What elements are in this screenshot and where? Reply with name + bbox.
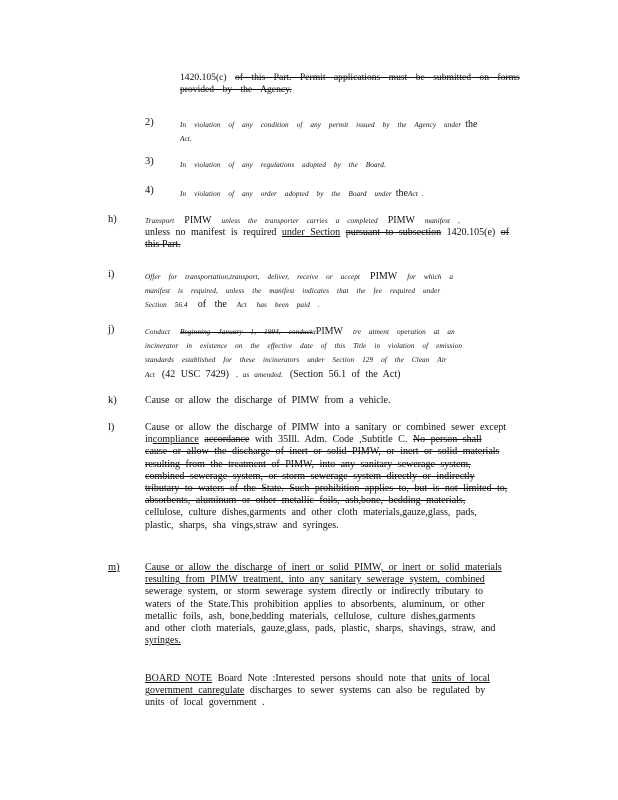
item-text: Board Note : — [217, 673, 276, 684]
item-text: PIMW — [315, 326, 343, 337]
inserted-text: syringes. — [145, 635, 181, 647]
item-4-text — [180, 186, 540, 200]
item-text: Act — [408, 190, 418, 198]
deleted-text: Beginning January 1, 1994, conduct — [180, 328, 313, 336]
item-g1-continuation — [180, 72, 540, 96]
item-text: plastic, sharps, sha vings,straw and syringes. — [145, 519, 339, 531]
item-text: with 35Ill. Adm. Code ,Subtitle C. — [254, 434, 408, 446]
item-label-l: l) — [108, 422, 115, 433]
item-k-text — [145, 395, 540, 407]
item-text: and other cloth materials, gauze,glass, pads, plastic, sharps, shavings, straw, and — [145, 623, 496, 635]
item-text: the — [395, 188, 408, 199]
item-m-text — [145, 562, 540, 647]
board-note — [145, 673, 540, 710]
item-text: unless no manifest is required — [145, 227, 277, 239]
deleted-text: pursuant to subsection — [345, 227, 442, 239]
item-text: metallic foils, ash, bone,bedding materials, cellulose, culture dishes,garments — [145, 610, 476, 622]
inserted-text: compliance — [152, 434, 199, 446]
deleted-text: No person shall — [412, 434, 482, 446]
item-text: discharges to sewer systems can also be regulated by — [249, 685, 486, 697]
inserted-text: resulting from PIMW treatment, into any sanitary sewerage system, combined — [145, 574, 485, 586]
deleted-text: of — [500, 227, 510, 239]
item-text: In violation of any order adopted by the Board under — [180, 190, 392, 198]
inserted-text: units of local — [431, 673, 490, 684]
item-text: unless the transporter carries a completed — [221, 217, 378, 225]
item-text: In violation of any condition of any permit issued by the Agency under — [180, 121, 462, 129]
item-text: for which a — [407, 273, 454, 281]
item-text: (42 USC 7429) — [161, 368, 230, 380]
item-text: (Section 56.1 of the Act) — [289, 368, 401, 380]
item-3-text — [180, 157, 540, 171]
item-text: PIMW — [387, 215, 415, 226]
deleted-text: absorbents, aluminum or other metallic foils, ash,bone, bedding materials, — [145, 495, 466, 507]
item-text: Conduct — [145, 328, 171, 336]
item-label-3: 3) — [145, 156, 154, 167]
item-text: a — [312, 328, 316, 336]
item-text: . — [421, 190, 424, 198]
item-text: of the — [197, 299, 227, 311]
item-text: units of local government . — [145, 697, 265, 709]
deleted-text: of this Part. Permit applications must be submitted on forms — [235, 72, 520, 83]
item-text: , as amended. — [236, 370, 283, 379]
section-reference: 1420.105(c) — [180, 72, 227, 83]
item-text: in — [145, 434, 153, 446]
item-text: Act — [145, 370, 155, 379]
item-text: standards established for these incinerators under Section 129 of the Clean Air — [145, 356, 447, 365]
item-text: PIMW — [184, 215, 212, 226]
deleted-text: provided by the Agency. — [180, 84, 292, 96]
item-text: In violation of any regulations adopted by the Board. — [180, 161, 386, 169]
item-label-2: 2) — [145, 117, 154, 128]
item-text: Section 56.4 — [145, 301, 188, 310]
deleted-text: this Part. — [145, 239, 181, 251]
deleted-text: accordance — [204, 434, 250, 446]
item-2-text — [180, 117, 540, 145]
inserted-text: under Section — [281, 227, 341, 239]
item-l-text — [145, 422, 540, 532]
section-reference: 1420.105(e) — [446, 227, 496, 239]
item-text: manifest , — [424, 217, 460, 225]
deleted-text: cause or allow the discharge of inert or solid PIMW, or inert or solid materials — [145, 446, 500, 458]
item-text: Transport — [145, 217, 175, 225]
item-text: Offer for transportation,transport, deliver, receive or accept — [145, 273, 361, 281]
item-label-j: j) — [108, 324, 115, 335]
item-text: manifest is required, unless the manifest indicates that the fee required under — [145, 287, 441, 296]
item-text: PIMW — [370, 271, 398, 282]
inserted-text: regulate — [212, 685, 245, 697]
deleted-text: resulting from the treatment of PIMW, into any sanitary sewerage system, — [145, 458, 471, 470]
item-label-4: 4) — [145, 185, 154, 196]
inserted-text: BOARD NOTE — [145, 673, 213, 684]
item-text: Cause or allow the discharge of PIMW from a vehicle. — [145, 395, 391, 406]
item-label-m: m) — [108, 562, 120, 573]
item-h-text — [145, 213, 540, 252]
item-text: tre atment operation at an — [353, 328, 455, 336]
item-text: Act — [236, 301, 247, 310]
item-text: Cause or allow the discharge of PIMW into a sanitary or combined sewer except — [145, 422, 507, 433]
item-text: Act. — [180, 135, 192, 144]
item-label-k: k) — [108, 395, 117, 406]
item-text: cellulose, culture dishes,garments and other cloth materials,gauze,glass, pads, — [145, 507, 477, 519]
item-label-h: h) — [108, 214, 117, 225]
item-text: the — [465, 119, 478, 130]
deleted-text: tributary to waters of the State. Such prohibition applies to, but is not limited to, — [145, 483, 508, 495]
item-text: has been paid . — [256, 301, 320, 310]
item-text: sewerage system, or storm sewerage system directly or indirectly tributary to — [145, 586, 483, 598]
item-text: waters of the State.This prohibition applies to absorbents, aluminum, or other — [145, 598, 485, 610]
deleted-text: combined sewerage system, or storm sewerage system directly or indirectly — [145, 470, 475, 482]
inserted-text: government can — [145, 685, 213, 697]
item-text: incinerator in existence on the effective date of this Title in violation of emission — [145, 342, 463, 351]
item-text: Interested persons should note that — [275, 673, 427, 684]
inserted-text: Cause or allow the discharge of inert or solid PIMW, or inert or solid materials — [145, 562, 502, 573]
item-i-text — [145, 269, 540, 312]
item-j-text — [145, 324, 540, 381]
item-label-i: i) — [108, 269, 115, 280]
